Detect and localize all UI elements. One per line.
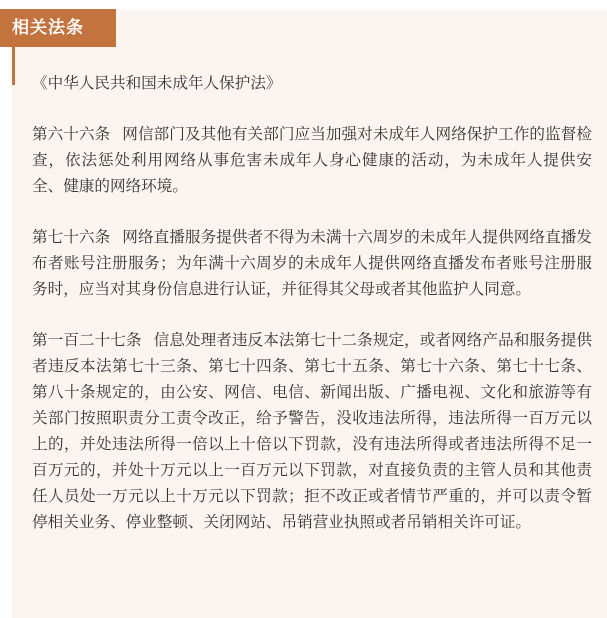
article-number: 第一百二十七条	[32, 331, 142, 349]
content-body	[32, 70, 592, 560]
law-title: 《中华人民共和国未成年人保护法》	[32, 74, 282, 92]
article-number: 第六十六条	[32, 125, 111, 143]
article-number: 第七十六条	[32, 228, 111, 246]
article-text: 信息处理者违反本法第七十二条规定，或者网络产品和服务提供者违反本法第七十三条、第七十四条、第七十五条、第七十六条、第七十七条、第八十条规定的，由公安、网信、电信、新闻出版、广播电视、文化和旅游等有关部门按照职责分工责令改正，给予警告，没收违法所得，违法所得一百万元以上的，并处违法所得一倍以上十倍以下罚款，没有违法所得或者违法所得不足一百万元的，并处十万元以上一百万元以下罚款，对直接负责的主管人员和其他责任人员处一万元以上十万元以下罚款；拒不改正或者情节严重的，并可以责令暂停相关业务、停业整顿、关闭网站、吊销营业执照或者吊销相关许可证。	[32, 331, 592, 531]
accent-bar	[12, 47, 15, 85]
article-76	[32, 224, 592, 302]
article-text: 网信部门及其他有关部门应当加强对未成年人网络保护工作的监督检查，依法惩处利用网络从事危害未成年人身心健康的活动，为未成年人提供安全、健康的网络环境。	[32, 125, 592, 195]
section-header: 相关法条	[0, 9, 116, 47]
article-66	[32, 121, 592, 199]
article-text: 网络直播服务提供者不得为未满十六周岁的未成年人提供网络直播发布者账号注册服务；为年满十六周岁的未成年人提供网络直播发布者账号注册服务时，应当对其身份信息进行认证，并征得其父母或者其他监护人同意。	[32, 228, 592, 298]
article-127	[32, 327, 592, 535]
